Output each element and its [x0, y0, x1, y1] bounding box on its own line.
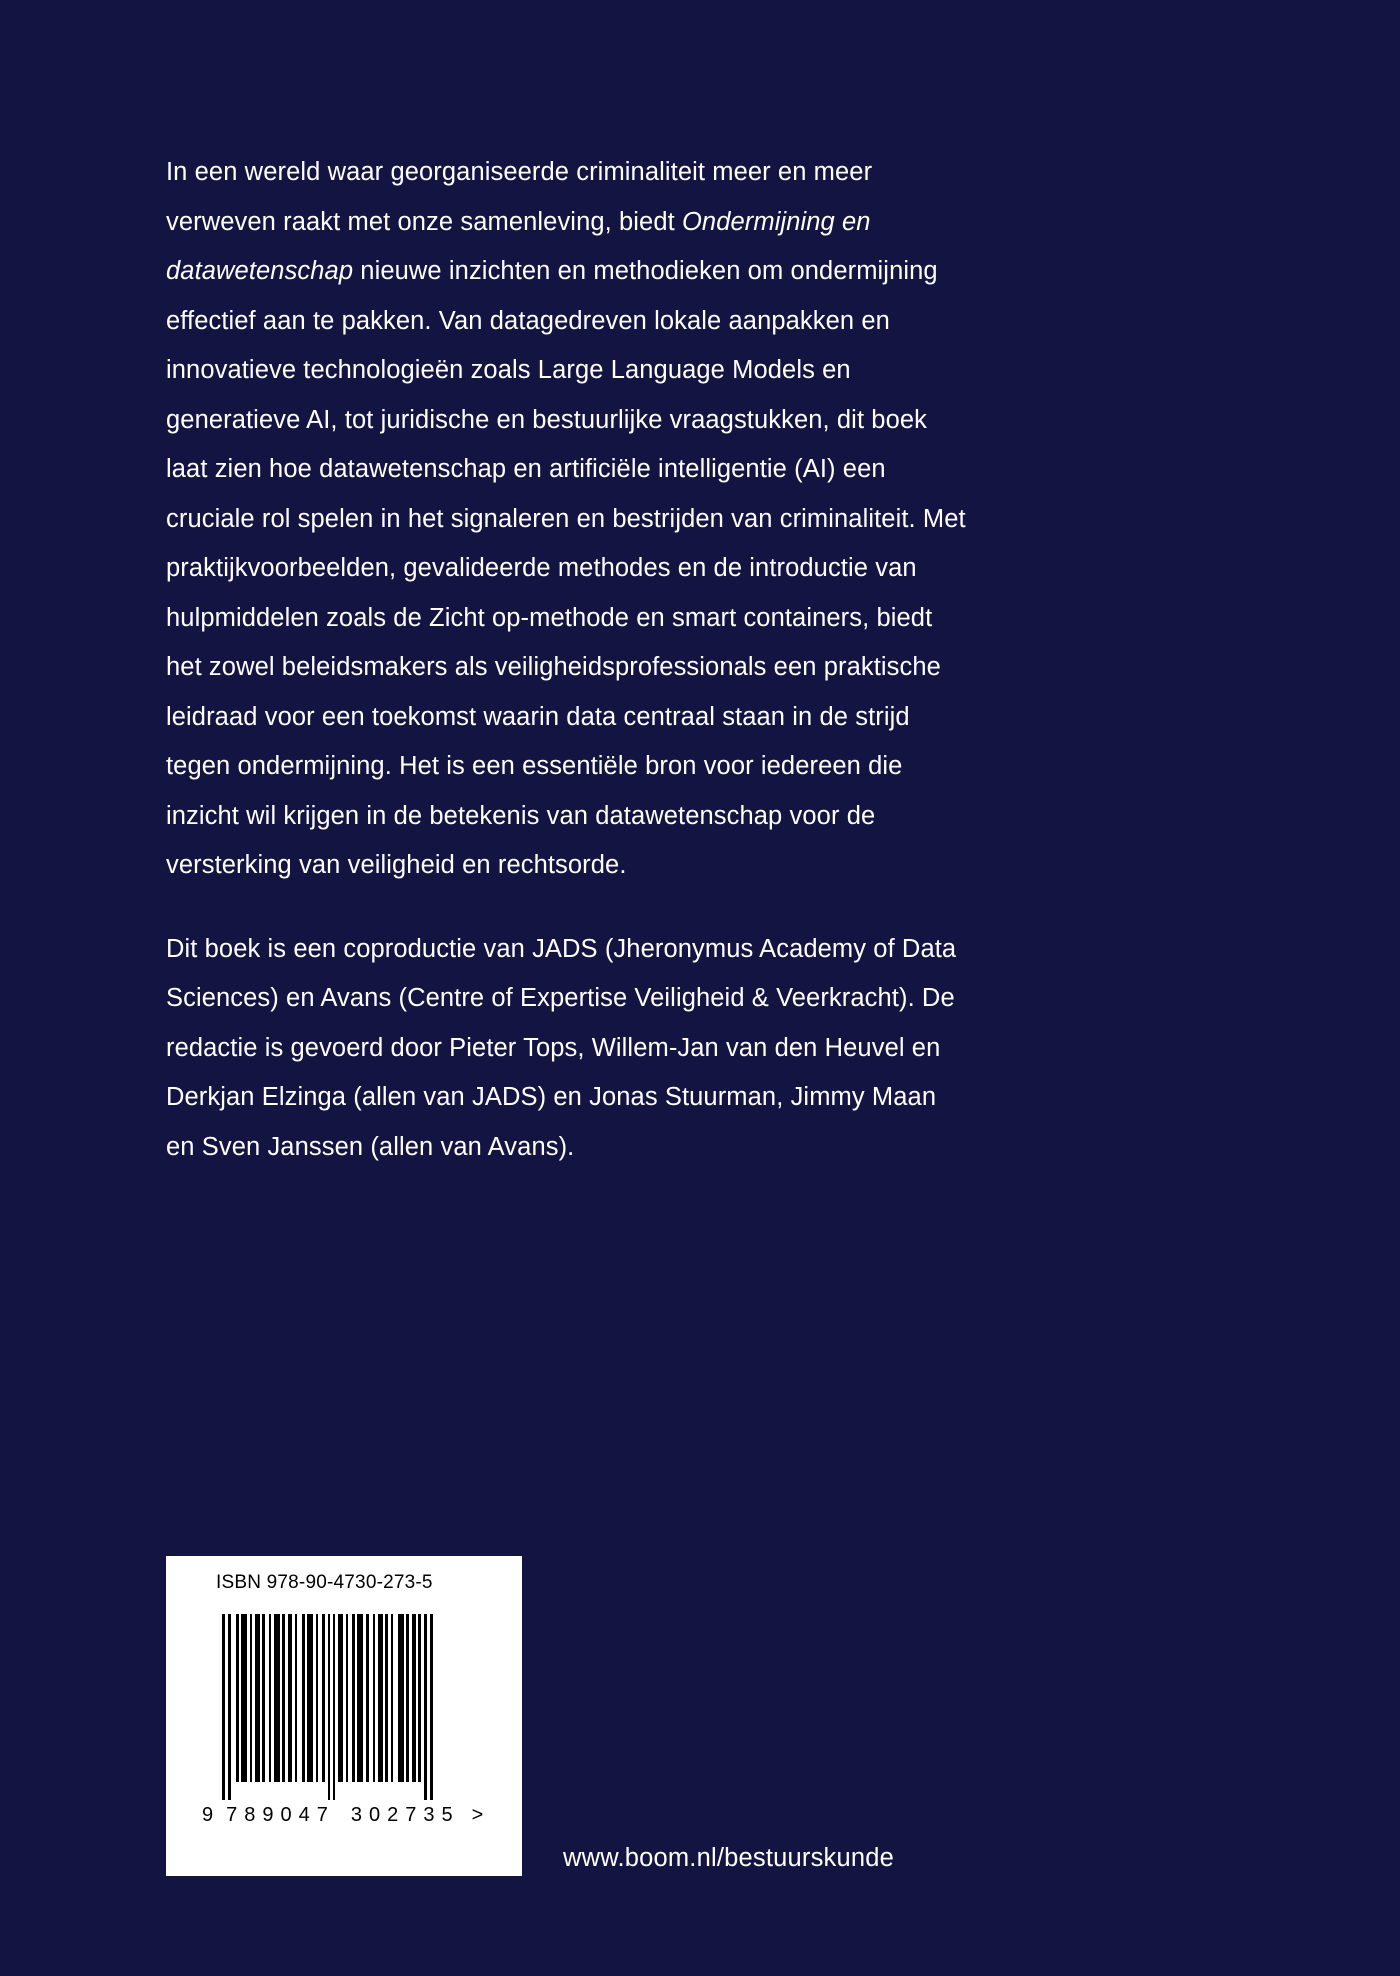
barcode-digit-group-1: 789047	[226, 1804, 335, 1826]
blurb-p1-part2: nieuwe inzichten en methodieken om ondermijning effectief aan te pakken. Van datagedreven lokale aanpakken en innovatieve technologieën zoals Large Language Models en generatieve AI, tot juridische en bestuurlijke vraagstukken, dit boek laat zien hoe datawetenschap en artificiële intelligentie (AI) een cruciale rol spelen in het signaleren en bestrijden van criminaliteit. Met praktijkvoorbeelden, gevalideerde methodes en de introductie van hulpmiddelen zoals de Zicht op-methode en smart containers, biedt het zowel beleidsmakers als veiligheidsprofessionals een praktische leidraad voor een toekomst waarin data centraal staan in de strijd tegen ondermijning. Het is een essentiële bron voor iedereen die inzicht wil krijgen in de betekenis van datawetenschap voor de versterking van veiligheid en rechtsorde.	[166, 257, 966, 879]
blurb-p1-part1: In een wereld waar georganiseerde criminaliteit meer en meer verweven raakt met onze samenleving, biedt	[166, 158, 873, 236]
blurb-paragraph-1	[166, 148, 966, 891]
barcode-digits	[202, 1804, 502, 1827]
barcode-bars	[222, 1614, 488, 1800]
isbn-label: ISBN 978-90-4730-273-5	[216, 1572, 433, 1593]
publisher-website[interactable]: www.boom.nl/bestuurskunde	[563, 1844, 895, 1872]
blurb-text-block	[166, 148, 966, 1172]
book-title-italic: Ondermijning en datawetenschap	[166, 207, 871, 285]
barcode	[166, 1556, 522, 1876]
barcode-digit-lead: 9	[202, 1804, 215, 1826]
barcode-digit-group-2: 302735	[350, 1804, 460, 1826]
blurb-paragraph-2: Dit boek is een coproductie van JADS (Jheronymus Academy of Data Sciences) en Avans (Centre of Expertise Veiligheid & Veerkracht). De redactie is gevoerd door Pieter Tops, Willem-Jan van den Heuvel en Derkjan Elzinga (allen van JADS) en Jonas Stuurman, Jimmy Maan en Sven Janssen (allen van Avans).	[166, 934, 957, 1161]
barcode-digit-trail: >	[471, 1804, 485, 1826]
